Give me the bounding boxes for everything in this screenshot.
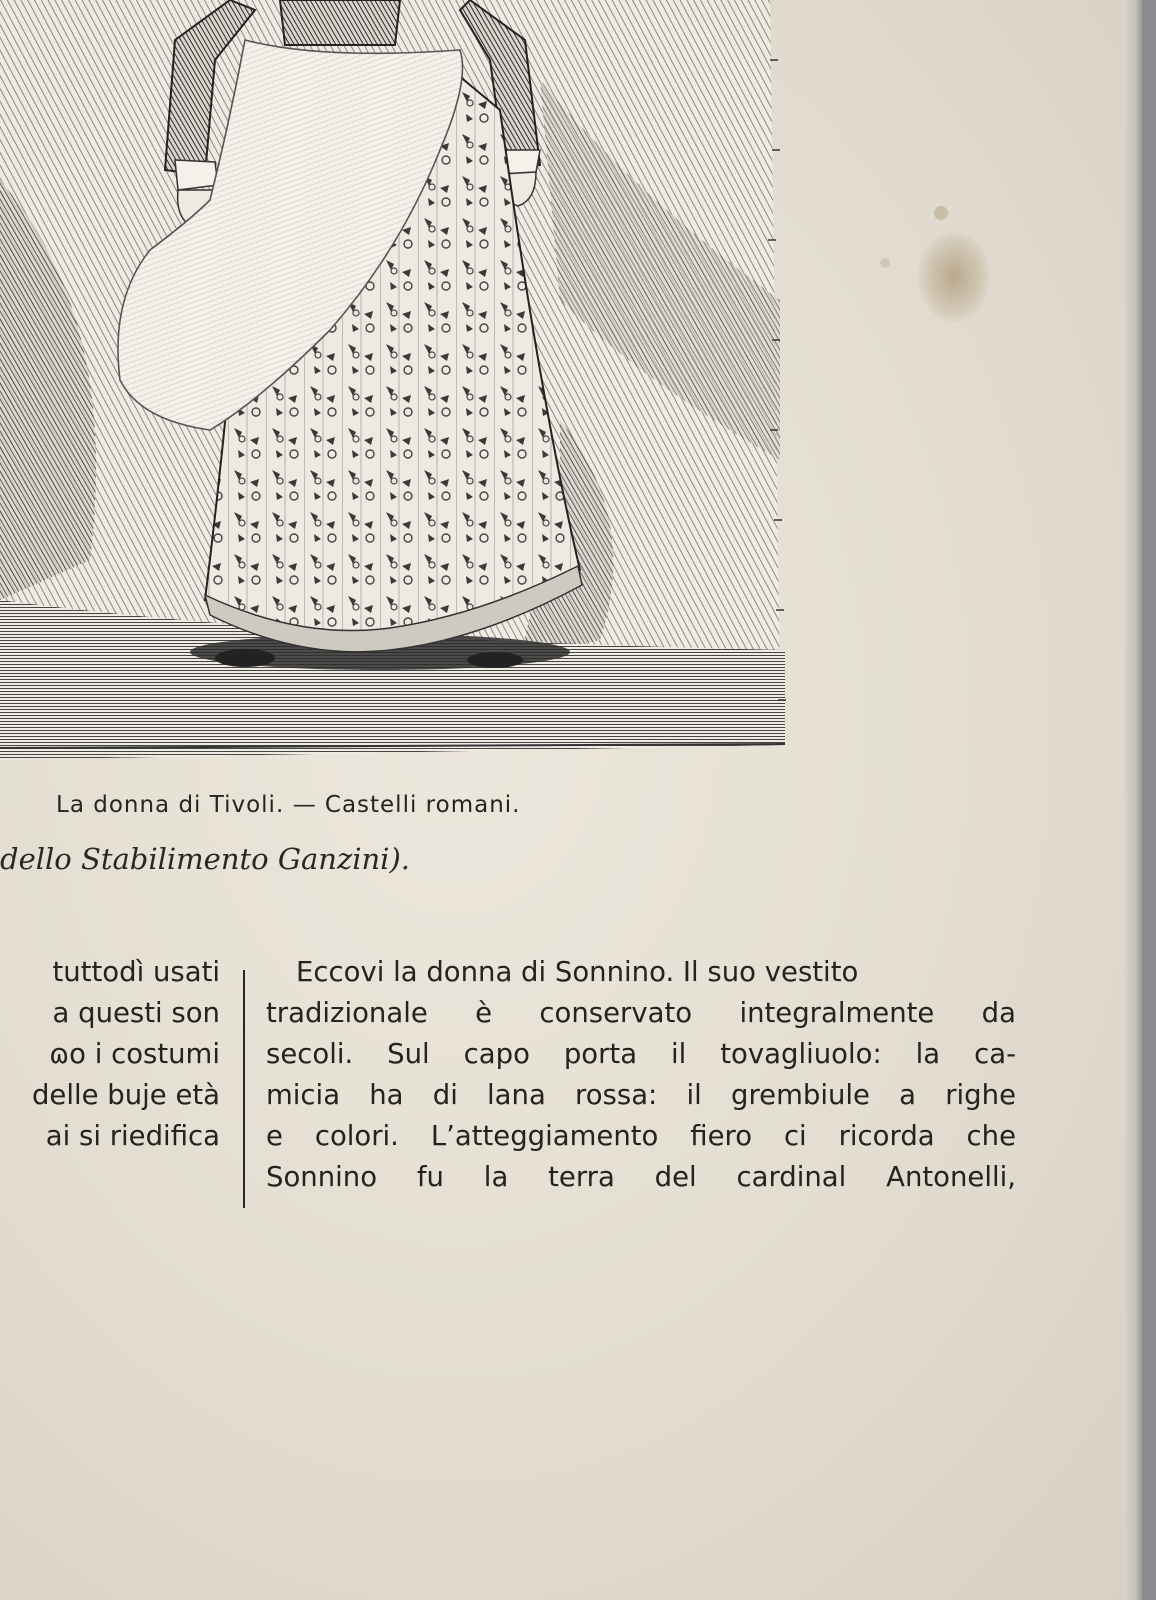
text-line: tradizionale è conservato integralmente da <box>266 997 1016 1029</box>
right-text-column <box>266 952 1016 1198</box>
illustration-caption: La donna di Tivoli. — Castelli romani. <box>56 792 521 818</box>
text-line: micia ha di lana rossa: il grembiule a righe <box>266 1079 1016 1111</box>
text-line: ɷo i costumi <box>49 1038 220 1070</box>
text-line: Sonnino fu la terra del cardinal Antonelli, <box>266 1161 1016 1193</box>
paper-stain <box>934 206 948 220</box>
engraving-illustration <box>0 0 800 770</box>
paper-stain <box>880 258 890 268</box>
text-line: e colori. L’atteggiamento fiero ci ricorda che <box>266 1120 1016 1152</box>
image-credit: dello Stabilimento Ganzini). <box>0 842 410 876</box>
page-edge <box>1124 0 1142 1600</box>
paper-stain <box>918 232 990 322</box>
text-line: a questi son <box>52 997 220 1029</box>
text-line: ai si riedifica <box>45 1120 220 1152</box>
text-line: secoli. Sul capo porta il tovagliuolo: la ca- <box>266 1038 1016 1070</box>
text-line: Eccovi la donna di Sonnino. Il suo vestito <box>296 956 859 988</box>
text-line: tuttodì usati <box>52 956 220 988</box>
column-divider <box>243 970 245 1208</box>
text-line: delle buje età <box>31 1079 220 1111</box>
left-text-column <box>0 952 220 1157</box>
